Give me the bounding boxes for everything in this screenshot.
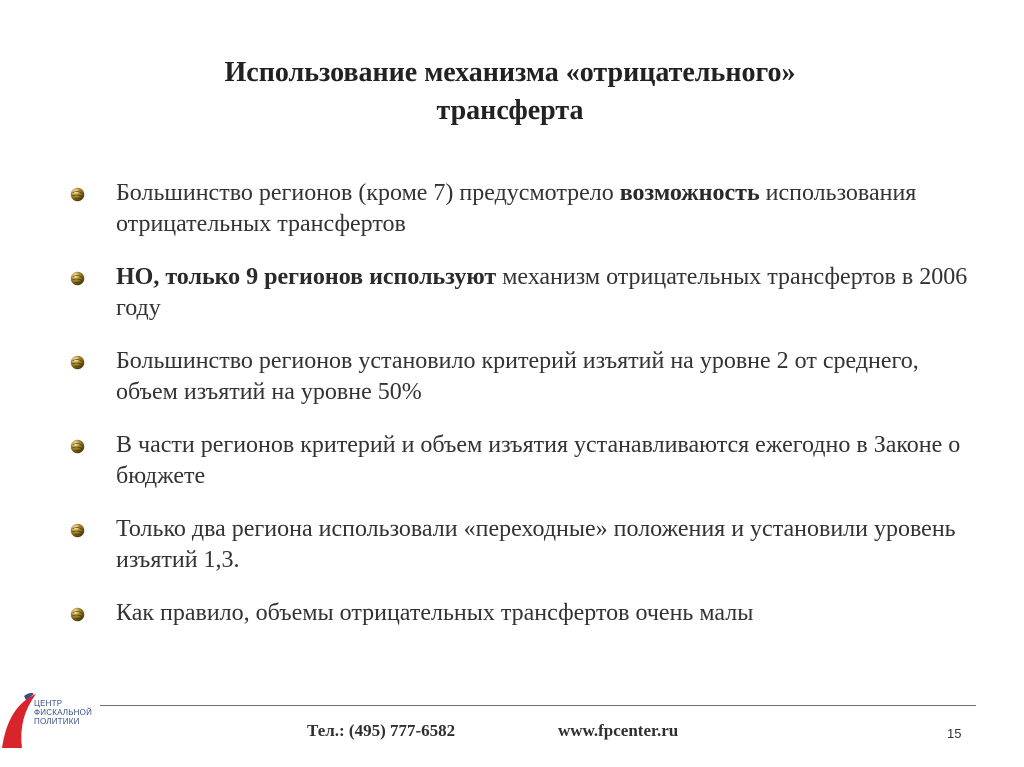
bullet-text [116, 514, 970, 576]
bullet-item [70, 346, 970, 408]
footer-phone: Тел.: (495) 777-6582 [307, 721, 456, 740]
bullet-text-emphasis: НО, только 9 регионов используют [116, 264, 497, 290]
bullet-text-run: В части регионов критерий и объем изъятия устанавливаются ежегодно в Законе о бюджете [116, 432, 961, 489]
bullet-orb-icon [70, 271, 85, 286]
bullet-text-run: Как правило, объемы отрицательных трансфертов очень малы [116, 600, 754, 626]
logo-text-line-1: ЦЕНТР [34, 699, 63, 708]
logo-text-line-2: ФИСКАЛЬНОЙ [34, 708, 93, 717]
bullet-text [116, 430, 970, 492]
bullet-item [70, 262, 970, 324]
bullet-text-run: механизм отрицательных трансфертов в 2006 году [116, 264, 968, 321]
bullet-text-run: Только два региона использовали «переходные» положения и установили уровень изъятий 1,3. [116, 516, 956, 573]
bullet-list [70, 178, 970, 651]
logo-text-line-3: ПОЛИТИКИ [34, 717, 80, 726]
page-number: 15 [947, 726, 962, 741]
bullet-text-run: Большинство регионов (кроме 7) предусмотрело [116, 180, 620, 206]
bullet-item [70, 430, 970, 492]
bullet-orb-icon [70, 439, 85, 454]
bullet-orb-icon [70, 355, 85, 370]
bullet-text-run: Большинство регионов установило критерий изъятий на уровне 2 от среднего, объем изъятий на уровне 50% [116, 348, 919, 405]
bullet-text [116, 346, 970, 408]
title-line-1: Использование механизма «отрицательного» [224, 57, 796, 88]
bullet-text [116, 598, 970, 629]
footer-divider [100, 705, 976, 706]
title-line-2: трансферта [436, 95, 584, 126]
bullet-text-emphasis: возможность [619, 180, 760, 206]
slide-title [80, 54, 940, 130]
bullet-item [70, 598, 970, 629]
logo-red-swoosh [2, 694, 36, 748]
bullet-orb-icon [70, 187, 85, 202]
bullet-item [70, 178, 970, 240]
logo-text [34, 699, 92, 726]
bullet-text [116, 178, 970, 240]
bullet-item [70, 514, 970, 576]
footer-website: www.fpcenter.ru [558, 721, 679, 740]
bullet-orb-icon [70, 607, 85, 622]
bullet-orb-icon [70, 523, 85, 538]
bullet-text-run: использования отрицательных трансфертов [116, 180, 917, 237]
bullet-text [116, 262, 970, 324]
